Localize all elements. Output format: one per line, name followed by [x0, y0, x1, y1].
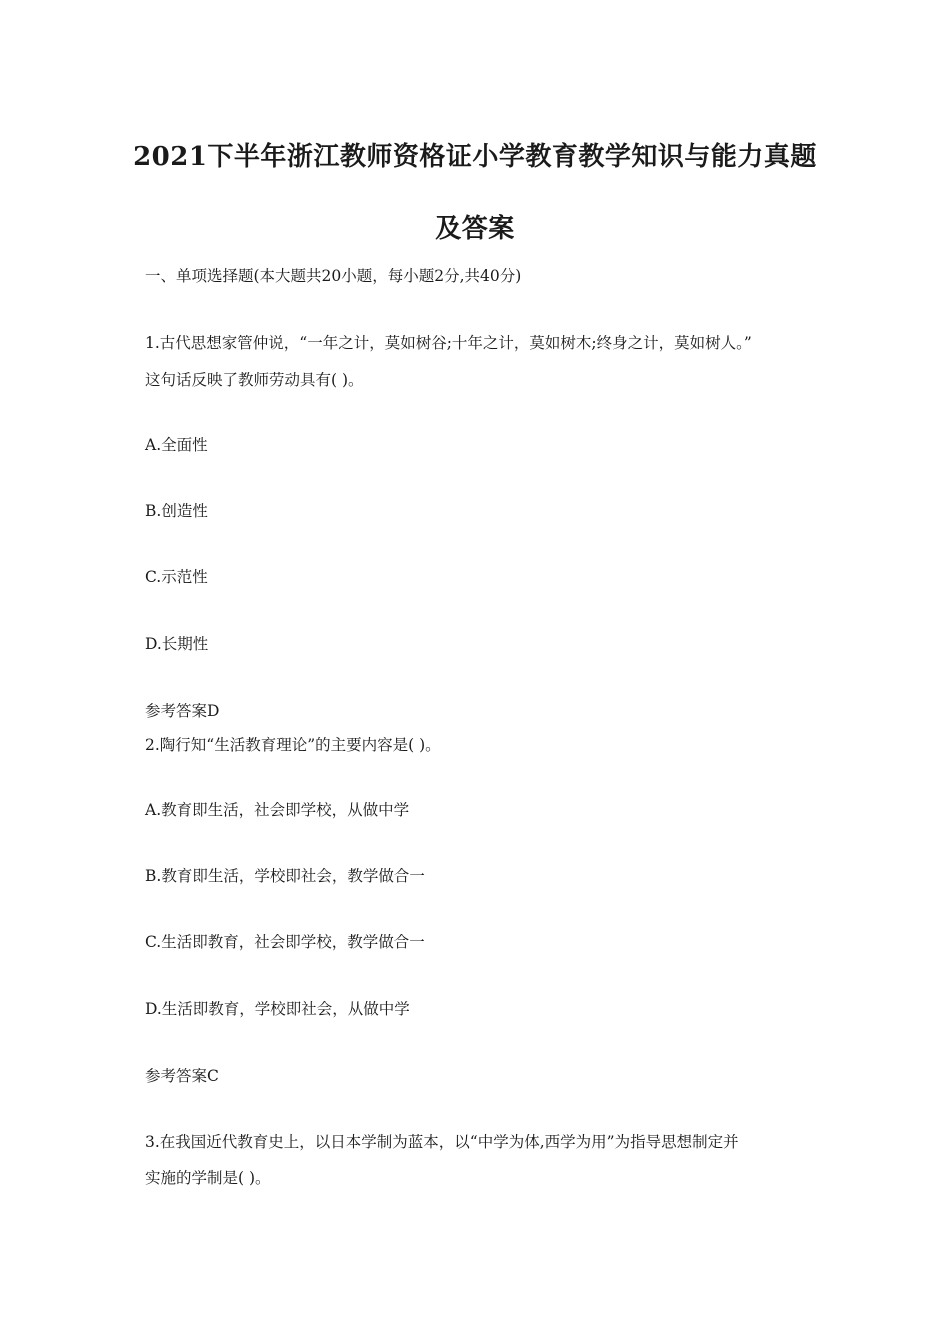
question-2-option-c: C.生活即教育，社会即学校，教学做合一: [145, 933, 425, 951]
question-2-option-a: A.教育即生活，社会即学校，从做中学: [145, 801, 410, 819]
question-1-option-a: A.全面性: [145, 436, 208, 454]
document-title-line-2: 及答案: [435, 214, 515, 244]
section-header: 一、单项选择题(本大题共20小题，每小题2分,共40分): [145, 267, 522, 285]
question-1-option-c: C.示范性: [145, 568, 208, 586]
document-title-line-1: 2021下半年浙江教师资格证小学教育教学知识与能力真题: [133, 142, 817, 172]
question-2-option-b: B.教育即生活，学校即社会，教学做合一: [145, 867, 425, 885]
question-2-stem: 2.陶行知“生活教育理论”的主要内容是( )。: [145, 736, 441, 754]
question-1-stem-line-1: 1.古代思想家管仲说，“一年之计，莫如树谷;十年之计，莫如树木;终身之计，莫如树人。”: [145, 334, 752, 352]
question-3-stem-line-1: 3.在我国近代教育史上，以日本学制为蓝本，以“中学为体,西学为用”为指导思想制定并: [145, 1133, 739, 1151]
question-2-answer: 参考答案C: [145, 1067, 219, 1085]
question-3-stem-line-2: 实施的学制是( )。: [145, 1169, 271, 1187]
question-1-stem-line-2: 这句话反映了教师劳动具有( )。: [145, 371, 364, 389]
question-2-option-d: D.生活即教育，学校即社会，从做中学: [145, 1000, 410, 1018]
question-1-answer: 参考答案D: [145, 702, 220, 720]
question-1-option-b: B.创造性: [145, 502, 208, 520]
question-1-option-d: D.长期性: [145, 635, 209, 653]
